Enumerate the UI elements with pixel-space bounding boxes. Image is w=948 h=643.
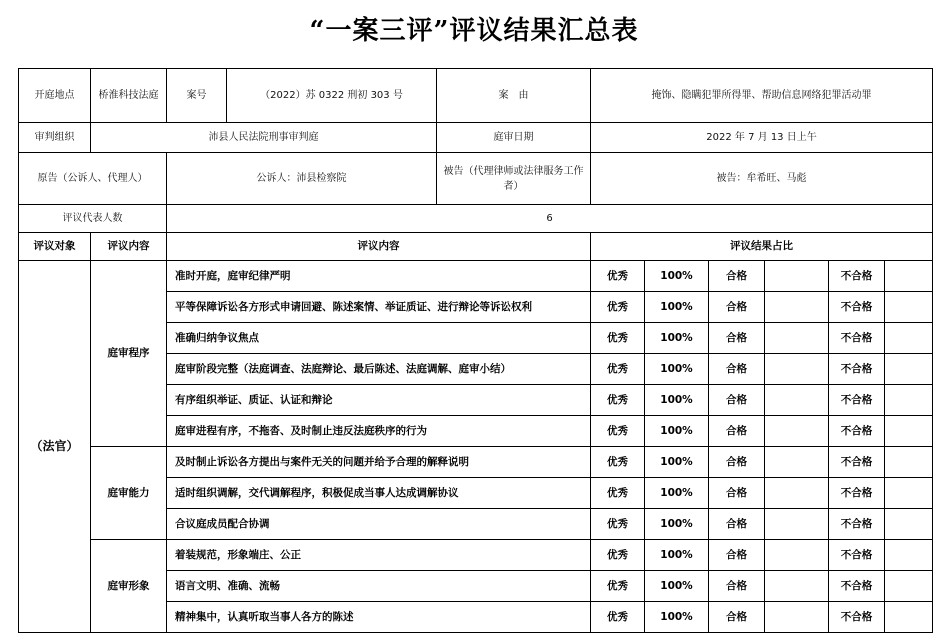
grade-pass-pct (765, 447, 829, 478)
grade-fail-label: 不合格 (829, 447, 885, 478)
criteria-item: 适时组织调解，交代调解程序，积极促成当事人达成调解协议 (167, 478, 591, 509)
grade-pass-pct (765, 416, 829, 447)
grade-pass-label: 合格 (709, 292, 765, 323)
criteria-item: 准确归纳争议焦点 (167, 323, 591, 354)
grade-pass-label: 合格 (709, 540, 765, 571)
header-row-2 (19, 123, 933, 153)
criteria-item: 有序组织举证、质证、认证和辩论 (167, 385, 591, 416)
criteria-item: 合议庭成员配合协调 (167, 509, 591, 540)
grade-pass-pct (765, 540, 829, 571)
cause-label: 案 由 (437, 69, 591, 123)
grade-fail-label: 不合格 (829, 261, 885, 292)
grade-excellent-pct: 100% (645, 509, 709, 540)
date-value: 2022 年 7 月 13 日上午 (591, 123, 933, 153)
grade-excellent-label: 优秀 (591, 416, 645, 447)
grade-fail-pct (885, 602, 933, 633)
case-no-label: 案号 (167, 69, 227, 123)
grade-excellent-pct: 100% (645, 571, 709, 602)
grade-fail-label: 不合格 (829, 571, 885, 602)
grade-pass-label: 合格 (709, 323, 765, 354)
date-label: 庭审日期 (437, 123, 591, 153)
grade-pass-label: 合格 (709, 385, 765, 416)
criteria-item: 语言文明、准确、流畅 (167, 571, 591, 602)
grade-pass-pct (765, 509, 829, 540)
col-object: 评议对象 (19, 233, 91, 261)
grade-pass-pct (765, 602, 829, 633)
grade-fail-label: 不合格 (829, 416, 885, 447)
plaintiff-label: 原告（公诉人、代理人） (19, 153, 167, 205)
grade-pass-label: 合格 (709, 602, 765, 633)
grade-fail-label: 不合格 (829, 354, 885, 385)
column-header-row (19, 233, 933, 261)
col-result: 评议结果占比 (591, 233, 933, 261)
grade-pass-label: 合格 (709, 478, 765, 509)
grade-excellent-label: 优秀 (591, 540, 645, 571)
grade-excellent-pct: 100% (645, 354, 709, 385)
case-no-value: （2022）苏 0322 刑初 303 号 (227, 69, 437, 123)
grade-pass-label: 合格 (709, 571, 765, 602)
col-content-cat: 评议内容 (91, 233, 167, 261)
group-name: 庭审形象 (91, 540, 167, 633)
grade-pass-pct (765, 261, 829, 292)
defendant-label: 被告（代理律师或法律服务工作者） (437, 153, 591, 205)
cause-value: 掩饰、隐瞒犯罪所得罪、帮助信息网络犯罪活动罪 (591, 69, 933, 123)
grade-fail-label: 不合格 (829, 602, 885, 633)
grade-excellent-pct: 100% (645, 385, 709, 416)
grade-fail-label: 不合格 (829, 385, 885, 416)
grade-excellent-pct: 100% (645, 478, 709, 509)
grade-fail-pct (885, 354, 933, 385)
grade-pass-pct (765, 385, 829, 416)
grade-fail-pct (885, 292, 933, 323)
grade-excellent-label: 优秀 (591, 509, 645, 540)
grade-excellent-label: 优秀 (591, 447, 645, 478)
criteria-item: 平等保障诉讼各方形式申请回避、陈述案情、举证质证、进行辩论等诉讼权利 (167, 292, 591, 323)
grade-pass-label: 合格 (709, 509, 765, 540)
grade-excellent-label: 优秀 (591, 354, 645, 385)
grade-fail-label: 不合格 (829, 478, 885, 509)
grade-fail-label: 不合格 (829, 292, 885, 323)
criteria-row (19, 447, 933, 478)
grade-excellent-pct: 100% (645, 292, 709, 323)
grade-fail-pct (885, 323, 933, 354)
criteria-item: 精神集中，认真听取当事人各方的陈述 (167, 602, 591, 633)
reviewers-label: 评议代表人数 (19, 205, 167, 233)
grade-pass-pct (765, 354, 829, 385)
grade-excellent-label: 优秀 (591, 602, 645, 633)
grade-excellent-label: 优秀 (591, 292, 645, 323)
grade-fail-pct (885, 416, 933, 447)
criteria-row (19, 540, 933, 571)
grade-excellent-pct: 100% (645, 416, 709, 447)
criteria-item: 庭审阶段完整（法庭调查、法庭辩论、最后陈述、法庭调解、庭审小结） (167, 354, 591, 385)
grade-fail-pct (885, 447, 933, 478)
criteria-item: 及时制止诉讼各方提出与案件无关的问题并给予合理的解释说明 (167, 447, 591, 478)
grade-fail-pct (885, 571, 933, 602)
grade-fail-pct (885, 540, 933, 571)
group-name: 庭审能力 (91, 447, 167, 540)
reviewers-value: 6 (167, 205, 933, 233)
evaluation-table (18, 68, 933, 633)
grade-fail-pct (885, 261, 933, 292)
grade-excellent-pct: 100% (645, 540, 709, 571)
header-row-1 (19, 69, 933, 123)
grade-excellent-pct: 100% (645, 447, 709, 478)
grade-pass-label: 合格 (709, 261, 765, 292)
grade-pass-pct (765, 571, 829, 602)
criteria-item: 准时开庭，庭审纪律严明 (167, 261, 591, 292)
grade-excellent-pct: 100% (645, 323, 709, 354)
grade-fail-label: 不合格 (829, 509, 885, 540)
grade-fail-pct (885, 509, 933, 540)
grade-pass-label: 合格 (709, 447, 765, 478)
grade-fail-label: 不合格 (829, 540, 885, 571)
grade-pass-label: 合格 (709, 354, 765, 385)
plaintiff-value: 公诉人：沛县检察院 (167, 153, 437, 205)
grade-excellent-label: 优秀 (591, 261, 645, 292)
defendant-value: 被告：牟希旺、马彪 (591, 153, 933, 205)
grade-excellent-pct: 100% (645, 602, 709, 633)
grade-pass-pct (765, 323, 829, 354)
header-row-3 (19, 153, 933, 205)
grade-fail-label: 不合格 (829, 323, 885, 354)
page-title: “一案三评”评议结果汇总表 (309, 16, 639, 46)
grade-excellent-label: 优秀 (591, 323, 645, 354)
grade-pass-pct (765, 478, 829, 509)
criteria-item: 庭审进程有序，不拖沓、及时制止违反法庭秩序的行为 (167, 416, 591, 447)
org-label: 审判组织 (19, 123, 91, 153)
criteria-item: 着装规范，形象端庄、公正 (167, 540, 591, 571)
grade-excellent-pct: 100% (645, 261, 709, 292)
col-content: 评议内容 (167, 233, 591, 261)
criteria-row (19, 261, 933, 292)
grade-excellent-label: 优秀 (591, 571, 645, 602)
grade-pass-pct (765, 292, 829, 323)
grade-pass-label: 合格 (709, 416, 765, 447)
grade-fail-pct (885, 478, 933, 509)
evaluation-object: （法官） (19, 261, 91, 633)
venue-value: 桥淮科技法庭 (91, 69, 167, 123)
group-name: 庭审程序 (91, 261, 167, 447)
header-row-4 (19, 205, 933, 233)
grade-excellent-label: 优秀 (591, 478, 645, 509)
grade-fail-pct (885, 385, 933, 416)
org-value: 沛县人民法院刑事审判庭 (91, 123, 437, 153)
venue-label: 开庭地点 (19, 69, 91, 123)
grade-excellent-label: 优秀 (591, 385, 645, 416)
